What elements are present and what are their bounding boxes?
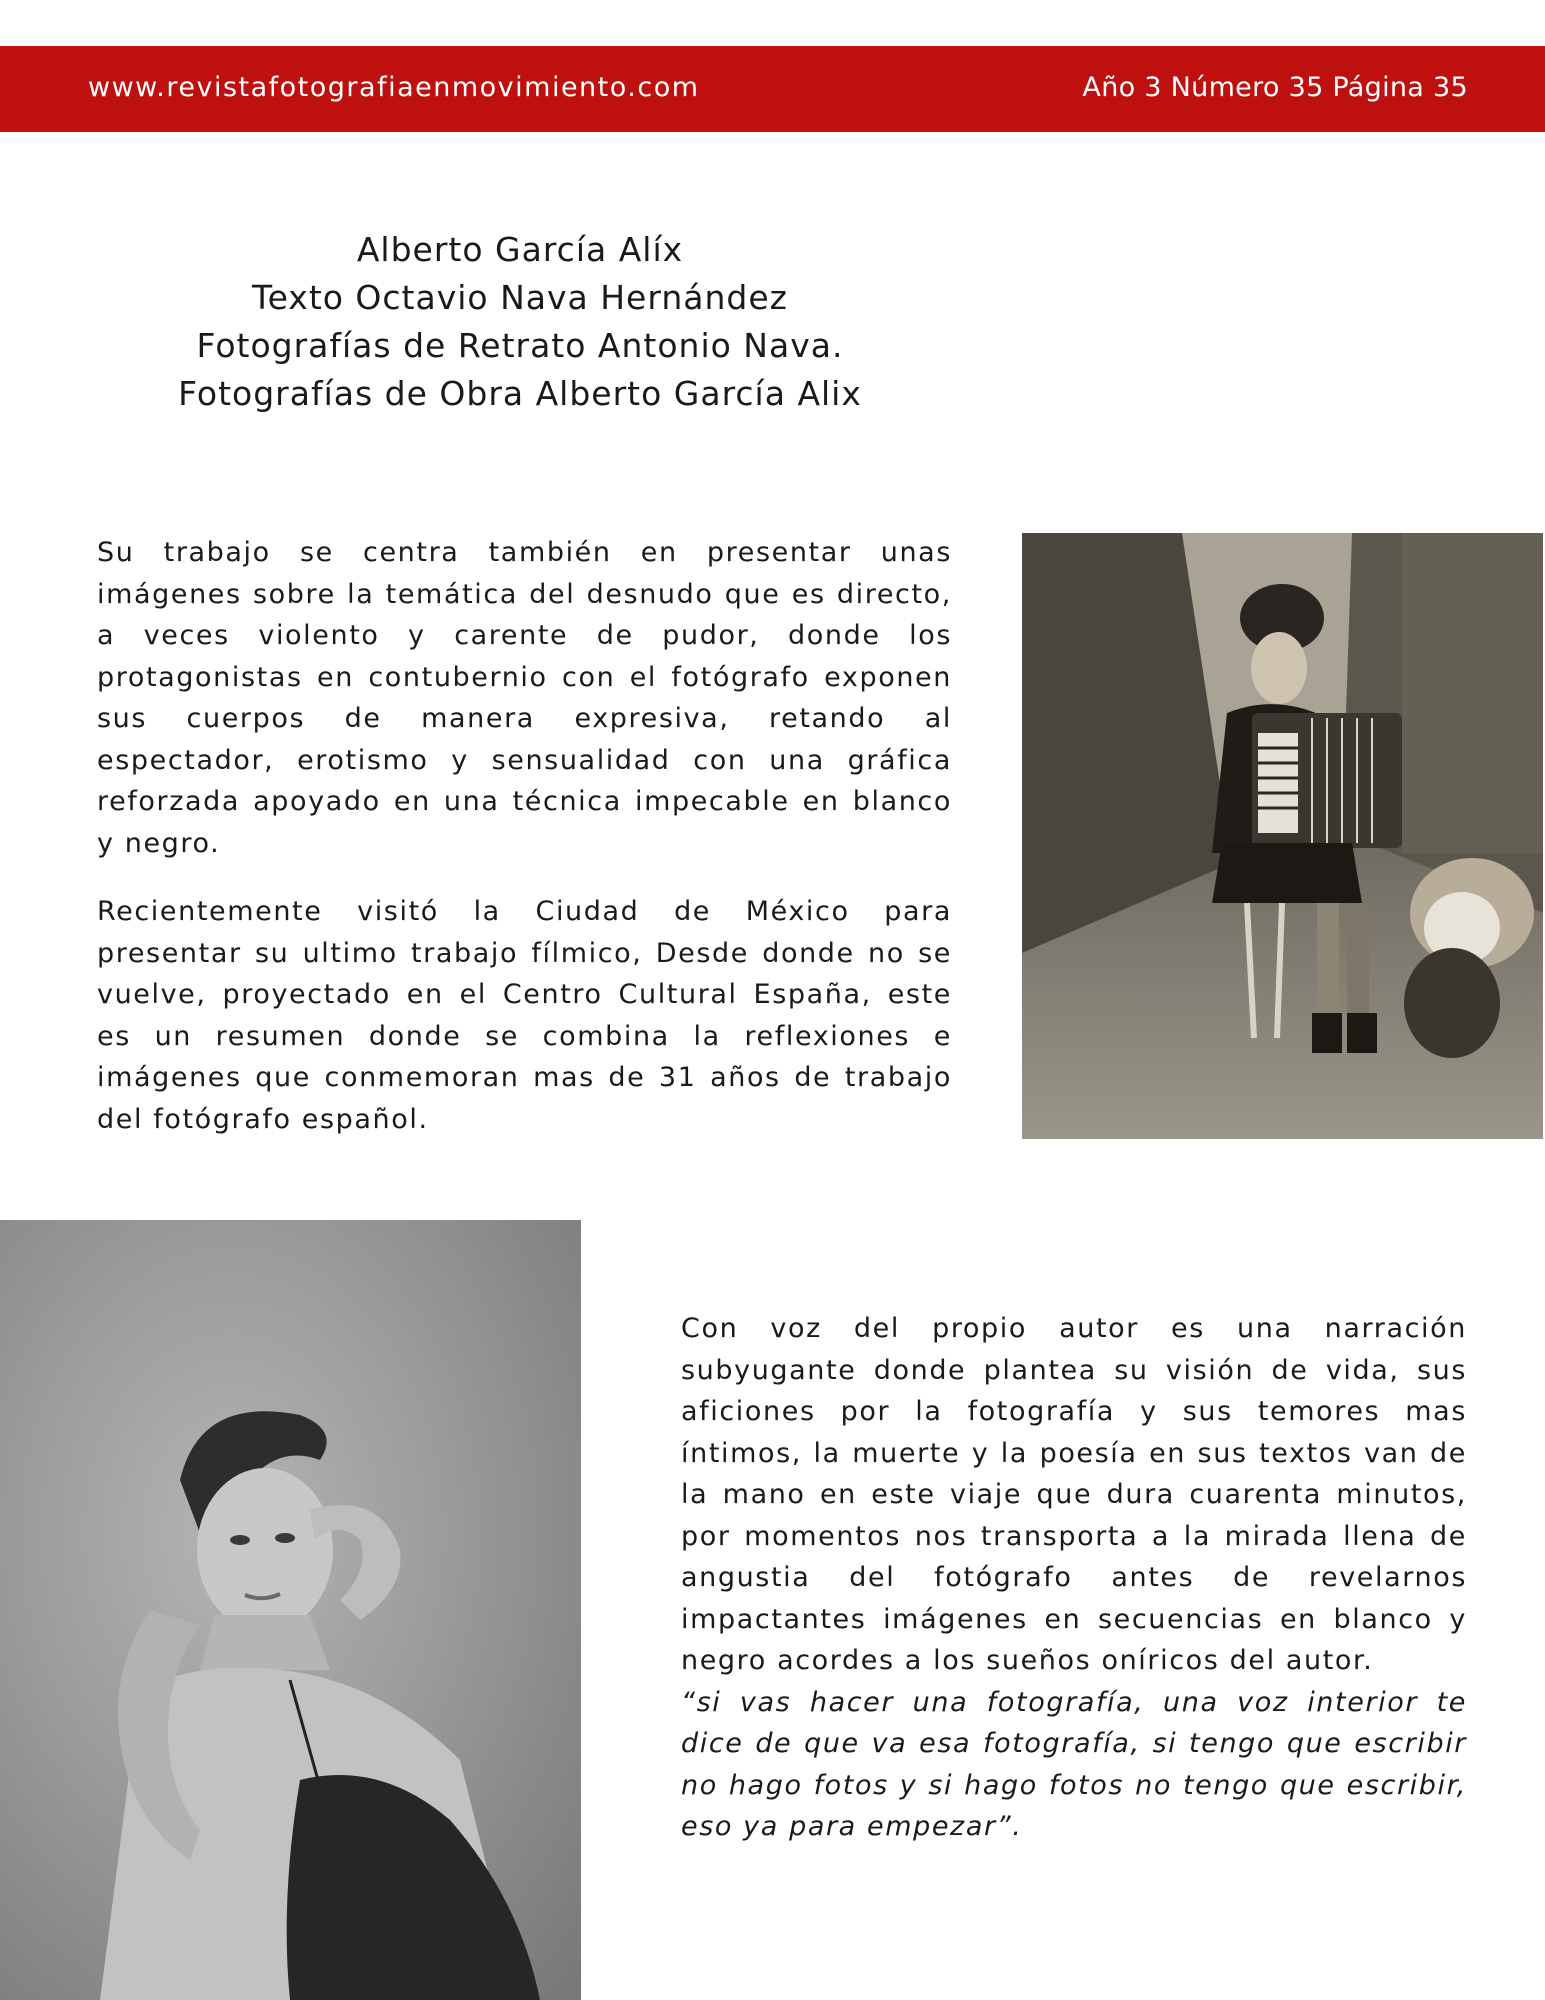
paragraph-3: Con voz del propio autor es una narración subyugante donde plantea su visión de vida, sus aficiones por la fotografía y sus temores mas íntimos, la muerte y la poesía en sus textos van de la mano en este viaje que dura cuarenta minutos, por momentos nos transporta a la mirada llena de angustia del fotógrafo antes de revelarnos impactantes imágenes en secuencias en blanco y negro acordes a los sueños oníricos del autor. — [681, 1313, 1467, 1676]
accordion-player-illustration — [1022, 533, 1543, 1139]
portrait-photo — [0, 1220, 581, 2000]
website-url[interactable]: www.revistafotografiaenmovimiento.com — [88, 72, 700, 103]
left-text-column — [97, 532, 952, 1140]
accordion-player-photo — [1022, 533, 1543, 1139]
author-quote: “si vas hacer una fotografía, una voz interior te dice de que va esa fotografía, si tengo que escribir no hago fotos y si hago fotos no tengo que escribir, eso ya para empezar”. — [681, 1686, 1467, 1842]
right-text-column — [681, 1308, 1467, 1848]
header-bar — [0, 46, 1545, 132]
paragraph-1: Su trabajo se centra también en presentar unas imágenes sobre la temática del desnudo que es directo, a veces violento y carente de pudor, donde los protagonistas en contubernio con el fotógrafo exponen sus cuerpos de manera expresiva, retando al espectador, erotismo y sensualidad con una gráfica reforzada apoyado en una técnica impecable en blanco y negro. — [97, 537, 952, 859]
article-credits — [120, 226, 920, 418]
portrait-photo-credit: Fotografías de Retrato Antonio Nava. — [196, 326, 844, 365]
portrait-illustration — [0, 1220, 581, 2000]
work-photo-credit: Fotografías de Obra Alberto García Alix — [178, 374, 862, 413]
paragraph-2: Recientemente visitó la Ciudad de México para presentar su ultimo trabajo fílmico, Desde donde no se vuelve, proyectado en el Centro Cultural España, este es un resumen donde se combina la reflexiones e imágenes que conmemoran mas de 31 años de trabajo del fotógrafo español. — [97, 896, 952, 1135]
author-name: Alberto García Alíx — [356, 230, 684, 269]
text-credit: Texto Octavio Nava Hernández — [252, 278, 788, 317]
issue-page-info: Año 3 Número 35 Página 35 — [1082, 72, 1468, 103]
